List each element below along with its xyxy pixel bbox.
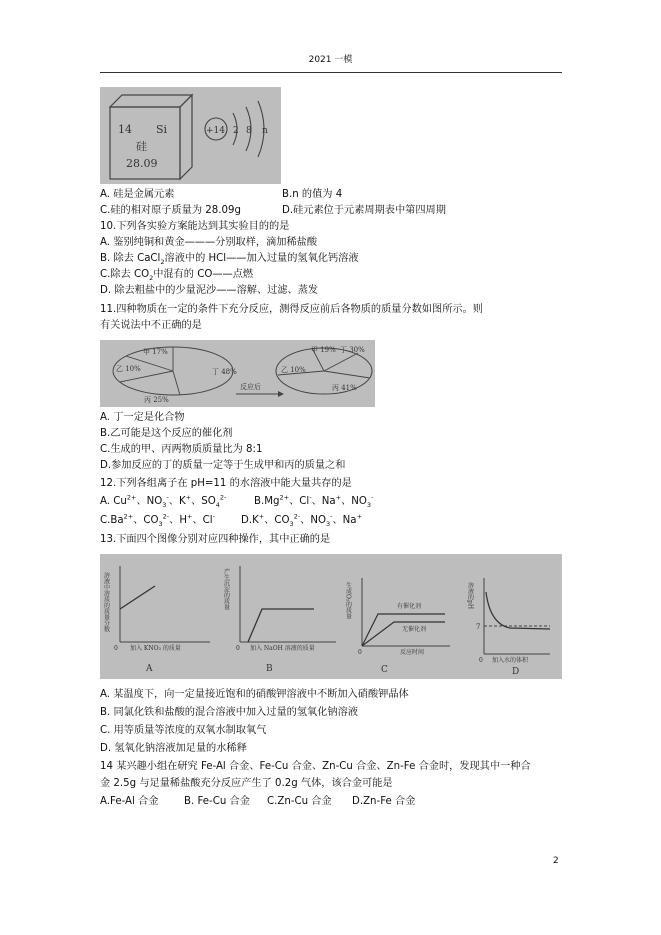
shell-3-electrons: n <box>262 126 268 136</box>
q14-option-a: A.Fe-Al 合金 <box>100 796 159 807</box>
shell-2-electrons: 8 <box>246 126 252 136</box>
graph-c-curve2: 无催化剂 <box>402 626 427 633</box>
q12-option-d: D.K+、$CO_3^{2-}$、$NO_3^-$、Na+ <box>241 512 363 529</box>
graphs-figure <box>100 554 562 679</box>
q11-option-d: D.参加反应的丁的质量一定等于生成甲和丙的质量之和 <box>100 460 346 471</box>
shell-1-electrons: 2 <box>233 126 239 136</box>
before-bing: 丙 25% <box>144 396 169 404</box>
graph-b-origin: 0 <box>236 645 240 652</box>
q13-option-c: C. 用等质量等浓度的双氧水制取氧气 <box>100 725 267 736</box>
graph-a-origin: 0 <box>114 645 118 652</box>
after-ding: 丁 30% <box>340 346 365 354</box>
q11-option-c: C.生成的甲、丙两物质质量比为 8:1 <box>100 444 263 455</box>
graph-d-ylabel: 溶液的pH <box>466 582 474 610</box>
q12-option-b: $B.Mg^{2+}$、Cl-、Na+、$NO_3^-$ <box>254 493 374 510</box>
q13-stem: 13.下面四个图像分别对应四种操作，其中正确的是 <box>100 534 331 545</box>
q14-option-d: D.Zn-Fe 合金 <box>352 796 416 807</box>
q14-option-c: C.Zn-Cu 合金 <box>267 796 332 807</box>
graph-a-ylabel: 溶液中溶质的质量分数 <box>102 572 110 632</box>
q10-stem: 10.下列各实验方案能达到其实验目的的是 <box>100 221 290 232</box>
after-bing: 丙 41% <box>332 384 357 392</box>
graph-d-origin: 0 <box>479 657 483 664</box>
graph-c-origin: 0 <box>358 649 362 656</box>
graph-c-letter: C <box>381 665 388 675</box>
pie-charts-figure <box>100 340 375 407</box>
header-rule <box>100 72 562 73</box>
graph-a-letter: A <box>146 664 153 674</box>
q11-option-a: A. 丁一定是化合物 <box>100 412 185 423</box>
q9-option-a: A. 硅是金属元素 <box>100 189 175 200</box>
q9-option-b: B.n 的值为 4 <box>282 189 343 200</box>
page-number: 2 <box>553 856 559 866</box>
after-yi: 乙 10% <box>281 366 306 374</box>
before-yi: 乙 10% <box>116 365 141 373</box>
graph-d-letter: D <box>512 667 520 677</box>
q12-option-a: A. $Cu^{2+}$、$NO_3^-$、K+、$SO_4^{2-}$ <box>100 493 227 510</box>
q9-option-c: C.硅的相对原子质量为 28.09g <box>100 205 241 216</box>
graph-c-ylabel: 生成O₂的质量 <box>344 582 352 620</box>
graph-c-curve1: 有催化剂 <box>397 603 422 610</box>
graph-b-ylabel: 产生沉淀的质量 <box>222 568 230 610</box>
after-jia: 甲 19% <box>311 346 336 354</box>
nucleus-charge: +14 <box>206 126 225 136</box>
graph-b-xlabel: 加入 NaOH 溶液的质量 <box>250 645 315 652</box>
q14-option-b: B. Fe-Cu 合金 <box>184 796 250 807</box>
atomic-mass: 28.09 <box>126 157 158 170</box>
graph-d-xlabel: 加入水的体积 <box>492 657 529 664</box>
graph-a-xlabel: 加入 KNO₃ 的质量 <box>130 645 181 652</box>
q10-option-c: C.除去 $CO_2$中混有的 CO——点燃 <box>100 269 254 283</box>
graph-d-tick7: 7 <box>476 623 481 631</box>
q13-option-a: A. 某温度下，向一定量接近饱和的硝酸钾溶液中不断加入硝酸钾晶体 <box>100 689 409 700</box>
q12-option-c: $C.Ba^{2+}$、$CO_3^{2-}$、H+、Cl- <box>100 512 215 529</box>
q11-stem-line2: 有关说法中不正确的是 <box>100 320 202 331</box>
before-jia: 甲 17% <box>143 348 168 356</box>
graph-b-letter: B <box>266 664 273 674</box>
q13-option-b: B. 同氯化铁和盐酸的混合溶液中加入过量的氢氧化钠溶液 <box>100 707 358 718</box>
q10-option-a: A. 鉴别纯铜和黄金———分别取样，滴加稀盐酸 <box>100 237 318 248</box>
silicon-figure <box>100 87 281 184</box>
graph-c-xlabel: 反应时间 <box>400 649 425 656</box>
q14-stem-line1: 14 某兴趣小组在研究 Fe-Al 合金、Fe-Cu 合金、Zn-Cu 合金、Zn-Fe 合金时，发现其中一种合 <box>100 761 531 772</box>
q14-stem-line2: 金 2.5g 与足量稀盐酸充分反应产生了 0.2g 气体，该合金可能是 <box>100 778 393 789</box>
q12-stem: 12.下列各组离子在 pH=11 的水溶液中能大量共存的是 <box>100 478 352 489</box>
before-ding: 丁 48% <box>212 368 237 376</box>
q10-option-b: B. 除去 CaCl$_2$溶液中的 HCl——加入过量的氢氧化钙溶液 <box>100 253 359 267</box>
q10-option-d: D. 除去粗盐中的少量泥沙——溶解、过滤、蒸发 <box>100 285 319 296</box>
q11-option-b: B.乙可能是这个反应的催化剂 <box>100 428 233 439</box>
page-header: 2021 一模 <box>308 55 353 65</box>
element-symbol: Si <box>156 123 168 136</box>
arrow-label: 反应后 <box>240 383 261 391</box>
element-number: 14 <box>118 123 132 136</box>
element-name: 硅 <box>136 140 147 153</box>
q9-option-d: D.硅元素位于元素周期表中第四周期 <box>282 205 446 216</box>
q13-option-d: D. 氢氧化钠溶液加足量的水稀释 <box>100 743 247 754</box>
q11-stem-line1: 11.四种物质在一定的条件下充分反应，测得反应前后各物质的质量分数如图所示。则 <box>100 304 483 315</box>
